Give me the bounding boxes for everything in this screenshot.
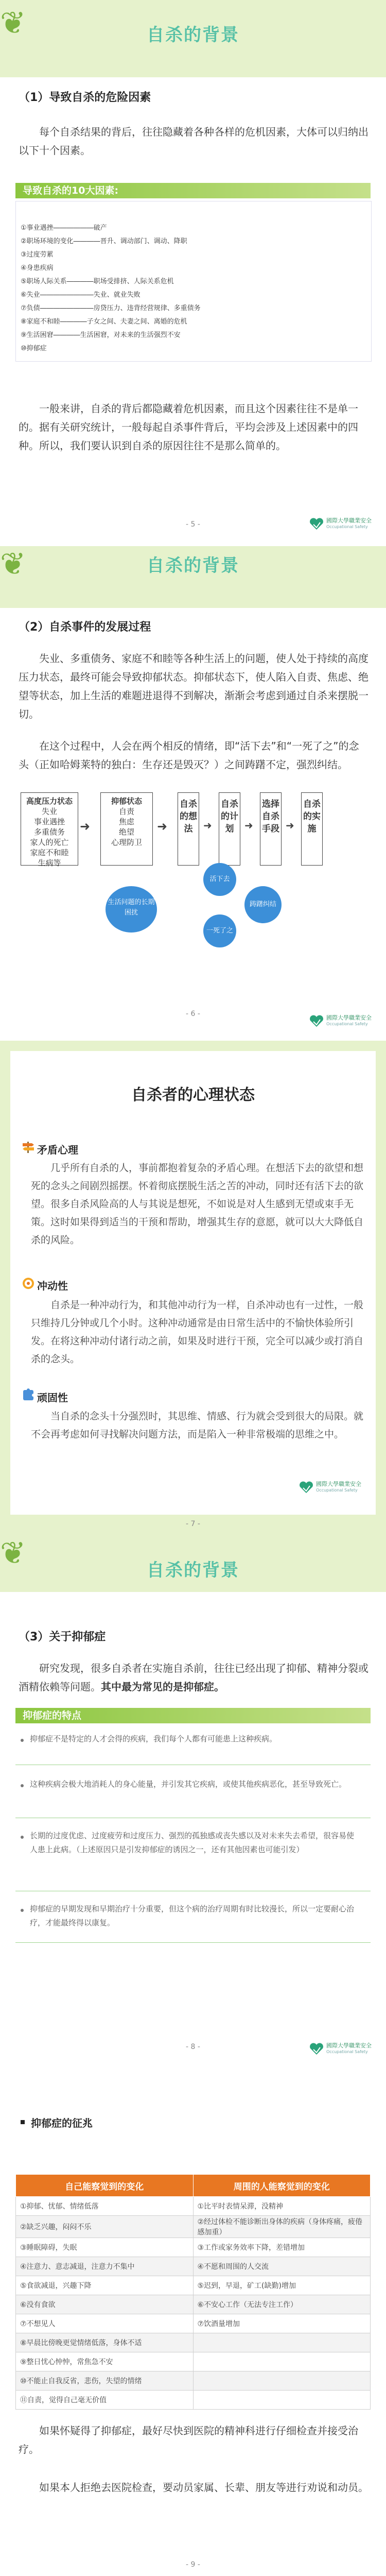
section-title: 冲动性 [37, 1280, 68, 1292]
table-row: ⑦不想见人 ⑦饮酒量增加 [16, 2314, 371, 2333]
section-body: 自杀是一种冲动行为，和其他冲动行为一样，自杀冲动也有一过性，一般只维持几分钟或几个小时。这种冲动通常是由日常生活中的不愉快体验所引发。在将这种冲动付诸行动之前，如果及时进行干预，完全可以减少或打消自杀的念头。 [31, 1299, 364, 1365]
arrow-icon: ➜ [157, 819, 168, 834]
bullet-dot [21, 1739, 24, 1742]
table-row: ⑨整日忧心忡忡，常焦急不安 [16, 2352, 371, 2371]
signpost-icon [22, 1141, 35, 1154]
bullet-dot [21, 1784, 24, 1787]
section-heading: （2）自杀事件的发展过程 [19, 621, 151, 634]
heart-logo-icon [299, 1481, 314, 1494]
traits-bar: 抑郁症的特点 [15, 1708, 371, 1723]
table-row: ②缺乏兴趣，闷闷不乐 ②经过体检不能诊断出身体的疾病（身体疼痛，疲倦感加重） [16, 2216, 371, 2238]
org-logo: 國際大學職業安全 Occupational Safety [309, 515, 381, 534]
table-row: ⑥没有食欲 ⑥不安心工作（无法专注工作） [16, 2295, 371, 2314]
paragraph-2: 在这个过程中，人会在两个相反的情绪，即“活下去”和“一死了之”的念头（正如哈姆莱特的独白：生存还是毁灭？）之间踌躇不定，强烈纠结。 [19, 740, 359, 771]
leaf-icon: ❦ [0, 5, 26, 41]
section-heading: （3）关于抑郁症 [19, 1631, 106, 1643]
page-title: 自杀者的心理状态 [131, 1086, 255, 1104]
target-icon [22, 1277, 35, 1290]
page-8 [0, 1535, 386, 2071]
page-number: - 8 - [186, 2043, 200, 2051]
leaf-icon: ❦ [0, 546, 26, 582]
section-heading: （1）导致自杀的危险因素 [19, 91, 151, 104]
factor-item: ④身患疾病 [21, 264, 54, 272]
bullet-dot [21, 1836, 24, 1839]
table-row: ⑩不能止自我反省，悲伤，失望的情绪 [16, 2371, 371, 2391]
table-row: ⑤食欲减退，兴趣下降 ⑤迟到，早退，矿工(缺勤)增加 [16, 2276, 371, 2295]
heart-logo-icon [309, 2042, 324, 2056]
stress-box: 高度压力状态 失业 事业遇挫 多重债务 家人的死亡 家庭不和睦 生病等 [21, 792, 78, 866]
arrow-icon: ➜ [80, 819, 91, 834]
table-row: ⑪自责，觉得自己毫无价值 [16, 2391, 371, 2410]
factor-item: ⑩抑郁症 [21, 345, 47, 352]
org-logo: 國際大學職業安全 Occupational Safety [309, 2040, 381, 2059]
intro-paragraph: 研究发现，很多自杀者在实施自杀前，往往已经出现了抑郁、精神分裂或酒精依赖等问题。其中最为常见的是抑郁症。 [19, 1662, 369, 1693]
advice-paragraph-2: 如果本人拒绝去医院检查，要动员家属、长辈、朋友等进行劝说和动员。 [39, 2481, 369, 2494]
depression-box: 抑郁状态 自责 焦虑 绝望 心理防卫 [100, 792, 153, 866]
page-title: 自杀的背景 [147, 1560, 239, 1581]
problem-ellipse: 生活问题的长期困扰 [106, 886, 157, 933]
factor-item: ⑥失业――――――――失业、就业失败 [21, 291, 141, 299]
heart-logo-icon [309, 517, 324, 531]
table-row: ③睡眠障碍，失眠 ③工作或家务效率下降，差错增加 [16, 2238, 371, 2257]
page-title: 自杀的背景 [147, 555, 239, 576]
factors-list [21, 222, 201, 355]
leaf-icon: ❦ [0, 1535, 26, 1571]
paragraph-1: 失业、多重债务、家庭不和睦等各种生活上的问题，使人处于持续的高度压力状态，最终可能会导致抑郁状态。抑郁状态下，使人陷入自责、焦虑、绝望等状态，加上生活的难题进退得不到解决，渐渐会考虑到通过自杀来摆脱一切。 [19, 652, 369, 720]
org-logo: 國際大學職業安全 Occupational Safety [299, 1479, 371, 1497]
factor-item: ③过度劳累 [21, 251, 54, 259]
stage-method: 选择自杀手段 [260, 792, 282, 866]
page-9 [0, 2071, 386, 2576]
factor-item: ①事业遇挫――――――破产 [21, 224, 107, 232]
summary-paragraph: 一般来讲，自杀的背后都隐藏着危机因素，而且这个因素往往不是单一的。据有关研究统计，一般每起自杀事件背后，平均会涉及上述因素中的四种。所以，我们要认识到自杀的原因往往不是那么简单的。 [19, 402, 358, 452]
live-circle: 活下去 [203, 863, 236, 896]
page-number: - 9 - [186, 2561, 200, 2569]
heart-logo-icon [309, 1014, 324, 1028]
page-6 [0, 546, 386, 1041]
factors-bar: 导致自杀的10大因素: [15, 183, 371, 198]
trait-item: 这种疾病会极大地消耗人的身心能量，并引发其它疾病，或使其他疾病恶化，甚至导致死亡。 [30, 1780, 347, 1789]
section-body: 几乎所有自杀的人，事前都抱着复杂的矛盾心理。在想活下去的欲望和想死的念头之间剧烈摇摆。怀着彻底摆脱生活之苦的冲动，同时还有活下去的欲望。很多自杀风险高的人与其说是想死，不如说是对人生感到无望或束手无策。这时如果得到适当的干预和帮助，增强其生存的意愿，就可以大大降低自杀的风险。 [31, 1162, 364, 1246]
puzzle-icon [22, 1388, 35, 1402]
psych-card [10, 1051, 376, 1515]
section-title: 顽固性 [37, 1392, 68, 1404]
intro-paragraph: 每个自杀结果的背后，往往隐藏着各种各样的危机因素，大体可以归纳出以下十个因素。 [19, 126, 369, 157]
column-header: 自己能察觉到的变化 [16, 2175, 194, 2197]
die-circle: 一死了之 [203, 914, 236, 947]
page-number: - 7 - [186, 1520, 200, 1528]
section-body: 当自杀的念头十分强烈时，其思维、情感、行为就会受到很大的局限。就不会再考虑如何寻找解决问题方法，而是陷入一种非常极端的思维之中。 [31, 1411, 364, 1440]
factor-item: ⑤职场人际关系――――职场受排挤、人际关系危机 [21, 278, 174, 285]
table-row: ④注意力、意志减退，注意力不集中 ④不愿和周围的人交流 [16, 2257, 371, 2276]
stage-act: 自杀的实施 [301, 792, 323, 866]
factor-item: ⑧家庭不和睦――――子女之间、夫妻之间、离婚的危机 [21, 318, 187, 326]
page-7 [0, 1041, 386, 1535]
page-number: - 6 - [186, 1010, 200, 1018]
page-title: 自杀的背景 [147, 25, 239, 45]
hesitate-circle: 踌躇纠结 [244, 886, 282, 923]
table-row: ①抑郁、忧郁、情绪低落 ①比平时表情呆滞，没精神 [16, 2197, 371, 2216]
arrow-icon: ➜ [203, 819, 212, 832]
factor-item: ⑦负债――――――――房贷压力、违背经营规律、多重债务 [21, 304, 201, 312]
section-title: 矛盾心理 [37, 1144, 78, 1156]
bullet-dot [21, 1909, 24, 1912]
column-header: 周围的人能察觉到的变化 [193, 2175, 371, 2197]
page-number: - 5 - [186, 520, 200, 529]
bullet-square [21, 2120, 25, 2124]
page-5 [0, 0, 386, 546]
trait-item: 抑郁症的早期发现和早期治疗十分重要，但这个病的治疗周期有时比较漫长，所以一定要耐心治疗，才能最终得以康复。 [30, 1904, 355, 1927]
factor-item: ②职场环境的变化――――晋升、调动部门、调动、降职 [21, 238, 187, 245]
arrow-icon: ➜ [244, 819, 253, 832]
symptoms-table [15, 2174, 371, 2410]
arrow-icon: ➜ [286, 819, 294, 832]
trait-item: 抑郁症不是特定的人才会得的疾病，我们每个人都有可能患上这种疾病。 [30, 1734, 277, 1743]
stage-thought: 自杀的想法 [178, 792, 199, 866]
section-heading: 抑郁症的征兆 [31, 2117, 93, 2129]
advice-paragraph-1: 如果怀疑得了抑郁症，最好尽快到医院的精神科进行仔细检查并接受治疗。 [19, 2425, 358, 2455]
factor-item: ⑨生活困窘――――生活困窘，对未来的生活强烈不安 [21, 331, 181, 339]
trait-item: 长期的过度优虑、过度疲劳和过度压力、强烈的孤独感或丧失感以及对未来失去希望，很容易使人患上此病。（上述原因只是引发抑郁症的诱因之一，还有其他因素也可能引发） [30, 1831, 355, 1854]
org-logo: 國際大學職業安全 Occupational Safety [309, 1012, 381, 1031]
table-row: ⑧早晨比傍晚更觉情绪低落，身体不适 [16, 2333, 371, 2352]
stage-plan: 自杀的计划 [219, 792, 240, 866]
divider [15, 1942, 371, 1943]
